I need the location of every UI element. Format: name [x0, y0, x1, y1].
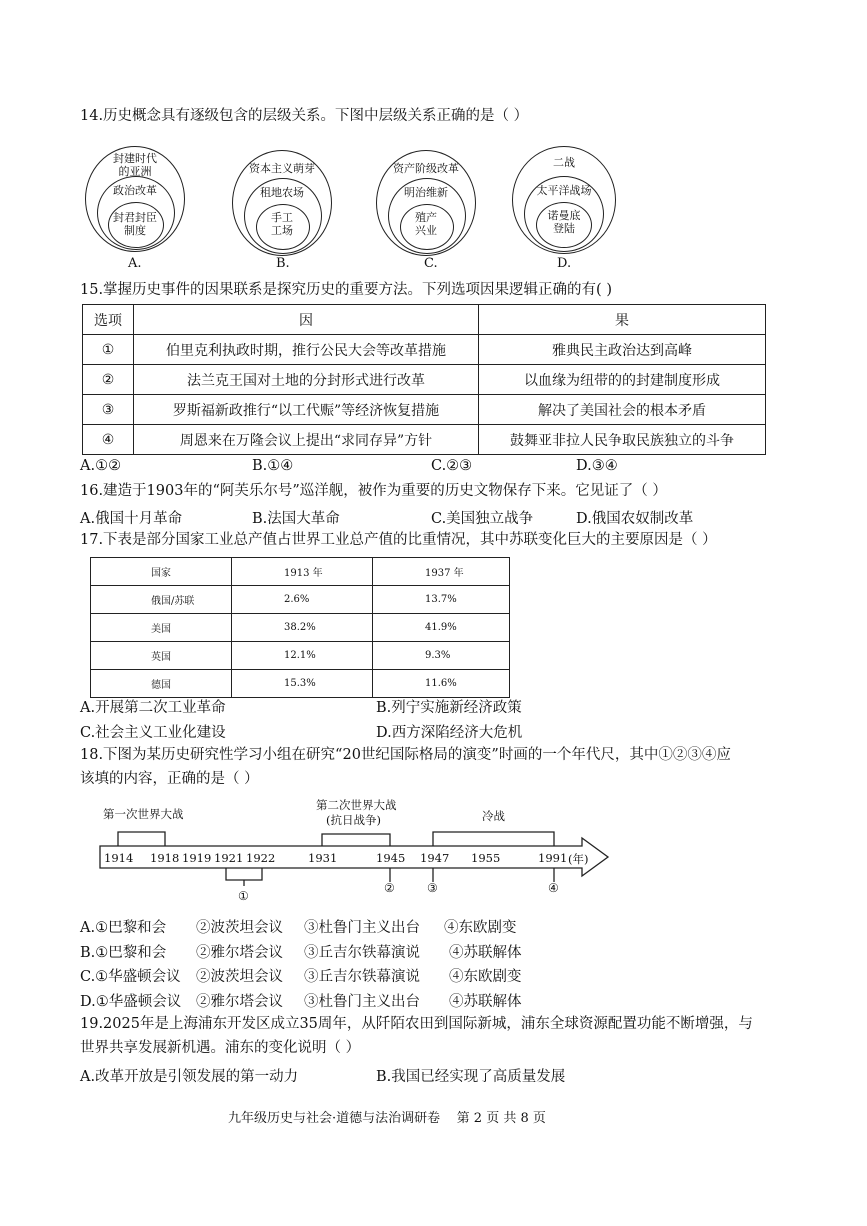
timeline-year: 1914: [104, 851, 134, 865]
q16-option-a: A.俄国十月革命: [80, 511, 183, 527]
table-cell: ④: [83, 425, 134, 455]
table-header: 果: [479, 305, 766, 335]
table-cell: 鼓舞亚非拉人民争取民族独立的斗争: [479, 425, 766, 455]
timeline-unit: (年): [568, 852, 589, 866]
table-cell: 9.3%: [373, 642, 510, 670]
table-cell: 英国: [91, 642, 232, 670]
table-header: 因: [134, 305, 479, 335]
q16-option-b: B.法国大革命: [252, 511, 340, 527]
option-part: A.①巴黎和会: [80, 920, 167, 936]
q14-b-middle-text: 租地农场: [260, 186, 304, 199]
q14-b-inner-text: 手工 工场: [271, 211, 293, 237]
q14-c-outer-text: 资产阶级改革: [393, 162, 459, 175]
option-part: D.①华盛顿会议: [80, 994, 182, 1010]
timeline-year: 1955: [471, 851, 501, 865]
table-header: 1913 年: [232, 558, 373, 586]
q15-option-d: D.③④: [576, 458, 618, 474]
timeline-year: 1919: [182, 851, 212, 865]
table-cell: ①: [83, 335, 134, 365]
q17-option-d: D.西方深陷经济大危机: [376, 725, 523, 741]
timeline-ww2-sublabel: (抗日战争): [326, 813, 381, 827]
option-part: ④苏联解体: [449, 994, 522, 1010]
timeline-coldwar-label: 冷战: [482, 809, 505, 823]
table-cell: 德国: [91, 670, 232, 698]
table-row: [91, 586, 510, 614]
timeline-year: 1921: [214, 851, 244, 865]
q14-b-outer-text: 资本主义萌芽: [249, 162, 315, 175]
q16-option-d: D.俄国农奴制改革: [576, 511, 694, 527]
timeline-ww1-label: 第一次世界大战: [103, 807, 184, 821]
q14-a-middle-text: 政治改革: [113, 184, 157, 197]
q19-stem-line2: 世界共享发展新机遇。浦东的变化说明（ ）: [80, 1040, 361, 1056]
timeline-year: 1945: [376, 851, 406, 865]
q14-d-middle-text: 太平洋战场: [536, 184, 592, 197]
table-cell: 以血缘为纽带的的封建制度形成: [479, 365, 766, 395]
q14-stem: 14.历史概念具有逐级包含的层级关系。下图中层级关系正确的是（ ）: [80, 108, 529, 124]
q14-a-outer-text: 封建时代 的亚洲: [113, 152, 157, 178]
q16-option-c: C.美国独立战争: [431, 511, 534, 527]
option-part: ④东欧剧变: [449, 969, 522, 985]
option-part: ③丘吉尔铁幕演说: [304, 945, 420, 961]
q15-table: [82, 304, 766, 455]
q14-b-label: B.: [276, 256, 290, 271]
table-cell: ②: [83, 365, 134, 395]
option-part: ③丘吉尔铁幕演说: [304, 969, 420, 985]
table-cell: 11.6%: [373, 670, 510, 698]
q15-option-b: B.①④: [252, 458, 294, 474]
table-row: [83, 305, 766, 335]
option-part: ②波茨坦会议: [196, 920, 283, 936]
table-header: 1937 年: [373, 558, 510, 586]
q14-c-label: C.: [424, 256, 438, 271]
table-cell: 38.2%: [232, 614, 373, 642]
table-cell: 13.7%: [373, 586, 510, 614]
timeline-year: 1991: [538, 851, 568, 865]
option-part: ②雅尔塔会议: [196, 945, 283, 961]
timeline-mark-4: ④: [548, 881, 559, 895]
q15-option-a: A.①②: [80, 458, 122, 474]
table-cell: 解决了美国社会的根本矛盾: [479, 395, 766, 425]
table-row: [91, 642, 510, 670]
table-cell: 美国: [91, 614, 232, 642]
table-cell: 12.1%: [232, 642, 373, 670]
timeline-mark-3: ③: [427, 881, 438, 895]
table-row: [91, 558, 510, 586]
q19-option-b: B.我国已经实现了高质量发展: [376, 1069, 566, 1085]
q18-stem-line1: 18.下图为某历史研究性学习小组在研究“20世纪国际格局的演变”时画的一个年代尺，其中①②③④应: [80, 747, 731, 763]
option-part: ②雅尔塔会议: [196, 994, 283, 1010]
table-cell: 周恩来在万隆会议上提出“求同存异”方针: [134, 425, 479, 455]
q16-stem: 16.建造于1903年的“阿芙乐尔号”巡洋舰，被作为重要的历史文物保存下来。它见证了（ ）: [80, 483, 667, 499]
page-footer: 九年级历史与社会·道德与法治调研卷 第 2 页 共 8 页: [228, 1111, 546, 1126]
q19-stem-line1: 19.2025年是上海浦东开发区成立35周年，从阡陌农田到国际新城，浦东全球资源配置功能不断增强，与: [80, 1016, 753, 1032]
table-row: [91, 614, 510, 642]
q14-c-middle-text: 明治维新: [404, 186, 448, 199]
q19-option-a: A.改革开放是引领发展的第一动力: [80, 1069, 299, 1085]
option-part: ④东欧剧变: [444, 920, 517, 936]
table-cell: 2.6%: [232, 586, 373, 614]
q14-d-inner-text: 诺曼底 登陆: [547, 209, 581, 235]
table-cell: ③: [83, 395, 134, 425]
timeline-year: 1931: [308, 851, 338, 865]
table-cell: 俄国/苏联: [91, 586, 232, 614]
table-cell: 15.3%: [232, 670, 373, 698]
timeline-mark-1: ①: [238, 889, 249, 903]
timeline-ww2-label: 第二次世界大战: [316, 798, 397, 812]
q18-stem-line2: 该填的内容，正确的是（ ）: [80, 771, 259, 787]
table-cell: 雅典民主政治达到高峰: [479, 335, 766, 365]
option-part: C.①华盛顿会议: [80, 969, 181, 985]
q14-c-inner-text: 殖产 兴业: [415, 211, 437, 237]
q14-a-label: A.: [128, 256, 142, 271]
option-part: ④苏联解体: [449, 945, 522, 961]
q14-d-outer-text: 二战: [553, 156, 575, 169]
q14-d-label: D.: [557, 256, 572, 271]
table-header: 选项: [83, 305, 134, 335]
table-row: [91, 670, 510, 698]
timeline-year: 1922: [246, 851, 276, 865]
table-row: [83, 365, 766, 395]
q17-option-c: C.社会主义工业化建设: [80, 725, 226, 741]
q17-table: [90, 557, 510, 698]
table-row: [83, 425, 766, 455]
q15-option-c: C.②③: [431, 458, 473, 474]
table-cell: 法兰克王国对土地的分封形式进行改革: [134, 365, 479, 395]
table-cell: 伯里克利执政时期，推行公民大会等改革措施: [134, 335, 479, 365]
q17-stem: 17.下表是部分国家工业总产值占世界工业总产值的比重情况，其中苏联变化巨大的主要原因是（ ）: [80, 532, 717, 548]
q15-stem: 15.掌握历史事件的因果联系是探究历史的重要方法。下列选项因果逻辑正确的有( ): [80, 282, 612, 298]
option-part: B.①巴黎和会: [80, 945, 167, 961]
table-cell: 罗斯福新政推行“以工代赈”等经济恢复措施: [134, 395, 479, 425]
table-row: [83, 335, 766, 365]
option-part: ③杜鲁门主义出台: [304, 994, 420, 1010]
timeline-year: 1947: [420, 851, 450, 865]
table-cell: 41.9%: [373, 614, 510, 642]
table-row: [83, 395, 766, 425]
q14-a-inner-text: 封君封臣 制度: [113, 211, 157, 237]
q17-option-a: A.开展第二次工业革命: [80, 700, 226, 716]
table-header: 国家: [91, 558, 232, 586]
timeline-year: 1918: [150, 851, 180, 865]
option-part: ②波茨坦会议: [196, 969, 283, 985]
q17-option-b: B.列宁实施新经济政策: [376, 700, 522, 716]
option-part: ③杜鲁门主义出台: [304, 920, 420, 936]
timeline-mark-2: ②: [384, 881, 395, 895]
